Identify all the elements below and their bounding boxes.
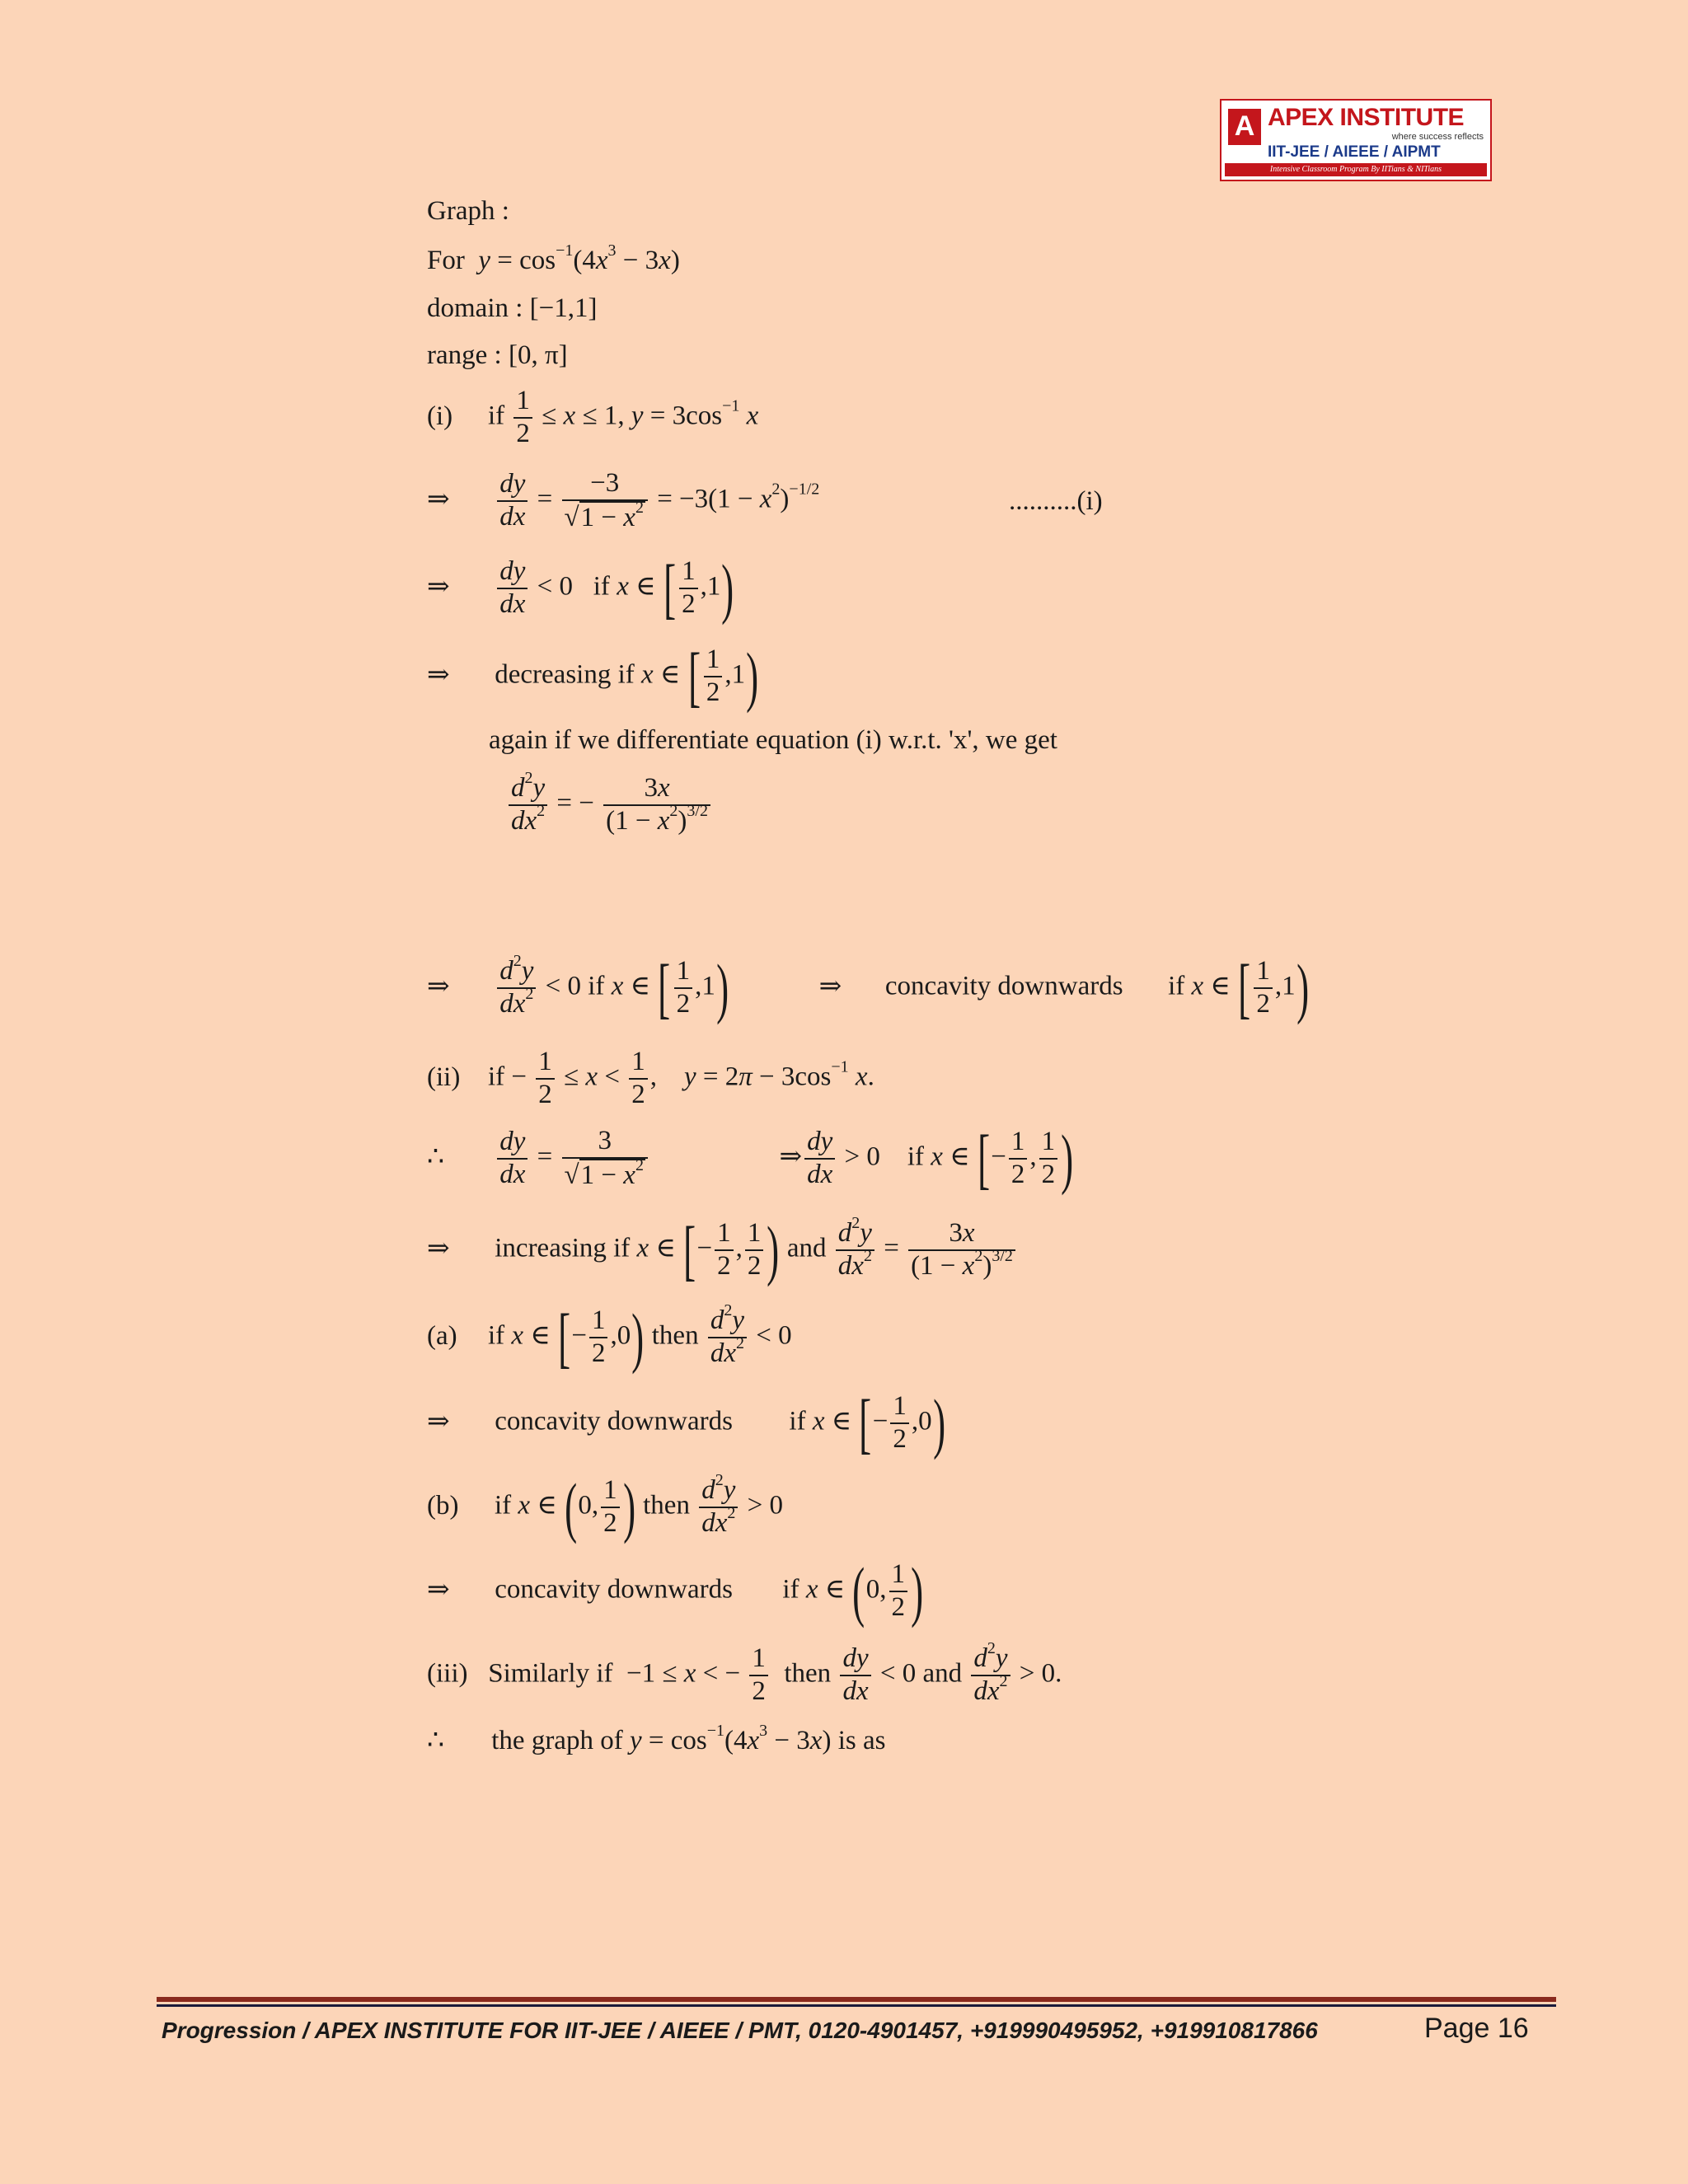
decreasing-line: ⇒ decreasing if x ∈ [ $\frac{1}{2}$ ,1) bbox=[427, 639, 759, 715]
case-ii-line: (ii) if − $\frac{1}{2}$ ≤ x < $\frac{1}{2}$ , $y = 2\pi - 3\cos^{-1}$ x. bbox=[427, 1047, 874, 1109]
graph-heading: Graph : bbox=[427, 196, 509, 226]
derivative-line-ii: ∴ $\frac{dy}{dx}$ = $\frac{3}{√1 - x^2}$ ⇒ $\frac{dy}{dx}$ > 0 if x ∈ [− $\frac{1}{2}$ , $\frac{1}{2}$ ) bbox=[427, 1121, 1074, 1197]
second-derivative-line: $\frac{d^2y}{dx^2}$ = − $\frac{3x}{(1 - x^2)^{3/2}}$ bbox=[506, 773, 713, 837]
domain-line: domain : [−1,1] bbox=[427, 293, 598, 323]
logo-tagline: where success reflects bbox=[1391, 132, 1484, 142]
again-line: again if we differentiate equation (i) w.r.t. 'x', we get bbox=[489, 725, 1057, 755]
case-b-line: (b) if x ∈ (0, $\frac{1}{2}$ ) then $\frac{d^2y}{dx^2}$ > 0 bbox=[427, 1469, 783, 1545]
footer-text: Progression / APEX INSTITUTE FOR IIT-JEE / AIEEE / PMT, 0120-4901457, +919990495952, +919910817866 bbox=[162, 2018, 1318, 2043]
negative-derivative-line: ⇒ $\frac{dy}{dx}$ < 0 if x ∈ [ $\frac{1}{2}$ ,1) bbox=[427, 551, 734, 626]
increasing-line: ⇒ increasing if x ∈ [− $\frac{1}{2}$ , $\frac{1}{2}$ ) and $\frac{d^2y}{dx^2}$ = $\frac{3x}{(1 - x^2)^{3/2}}$ bbox=[427, 1218, 1018, 1282]
equation-ref: ..........(i) bbox=[1009, 486, 1103, 516]
page-number: Page 16 bbox=[1424, 2013, 1529, 2044]
graph-of-line: ∴ the graph of $y = \cos^{-1}(4x^3 - 3x)$ is as bbox=[427, 1722, 886, 1755]
range-line: range : [0, π] bbox=[427, 340, 568, 370]
function-line: For $y = \cos^{-1}(4x^3 - 3x)$ bbox=[427, 241, 680, 275]
logo-strip: Intensive Classroom Program By IITians & NITians bbox=[1225, 163, 1487, 176]
logo-exams: IIT-JEE / AIEEE / AIPMT bbox=[1268, 143, 1441, 161]
logo-title: APEX INSTITUTE bbox=[1268, 104, 1465, 131]
concavity-line-a: ⇒ concavity downwards if x ∈ [− $\frac{1}{2}$ ,0) bbox=[427, 1385, 945, 1461]
case-iii-line: (iii) Similarly if −1 ≤ x < − $\frac{1}{2}$ then $\frac{dy}{dx}$ < 0 and $\frac{d^2y}{dx^2}$ > 0. bbox=[427, 1639, 1062, 1706]
concavity-line-i: ⇒ $\frac{d^2y}{dx^2}$ < 0 if x ∈ [ $\frac{1}{2}$ ,1) ⇒ concavity downwards if x ∈ [ $\frac{1}{2}$ ,1) bbox=[427, 950, 1309, 1026]
concavity-line-b: ⇒ concavity downwards if x ∈ (0, $\frac{1}{2}$ ) bbox=[427, 1554, 924, 1629]
logo-a-icon: A bbox=[1228, 109, 1261, 145]
derivative-line: ⇒ $\frac{dy}{dx}$ = $\frac{-3}{√1 - x^2}$ = $-3(1 - x^2)^{-1/2}$ bbox=[427, 468, 820, 532]
footer-rule-thick bbox=[157, 1997, 1556, 2002]
footer-rule-thin bbox=[157, 2004, 1556, 2007]
apex-logo bbox=[1220, 99, 1492, 181]
case-a-line: (a) if x ∈ [− $\frac{1}{2}$ ,0) then $\frac{d^2y}{dx^2}$ < 0 bbox=[427, 1300, 792, 1376]
case-i-line: (i) if $\frac{1}{2}$ ≤ x ≤ 1, $y = 3\cos^{-1}$ x bbox=[427, 386, 759, 448]
